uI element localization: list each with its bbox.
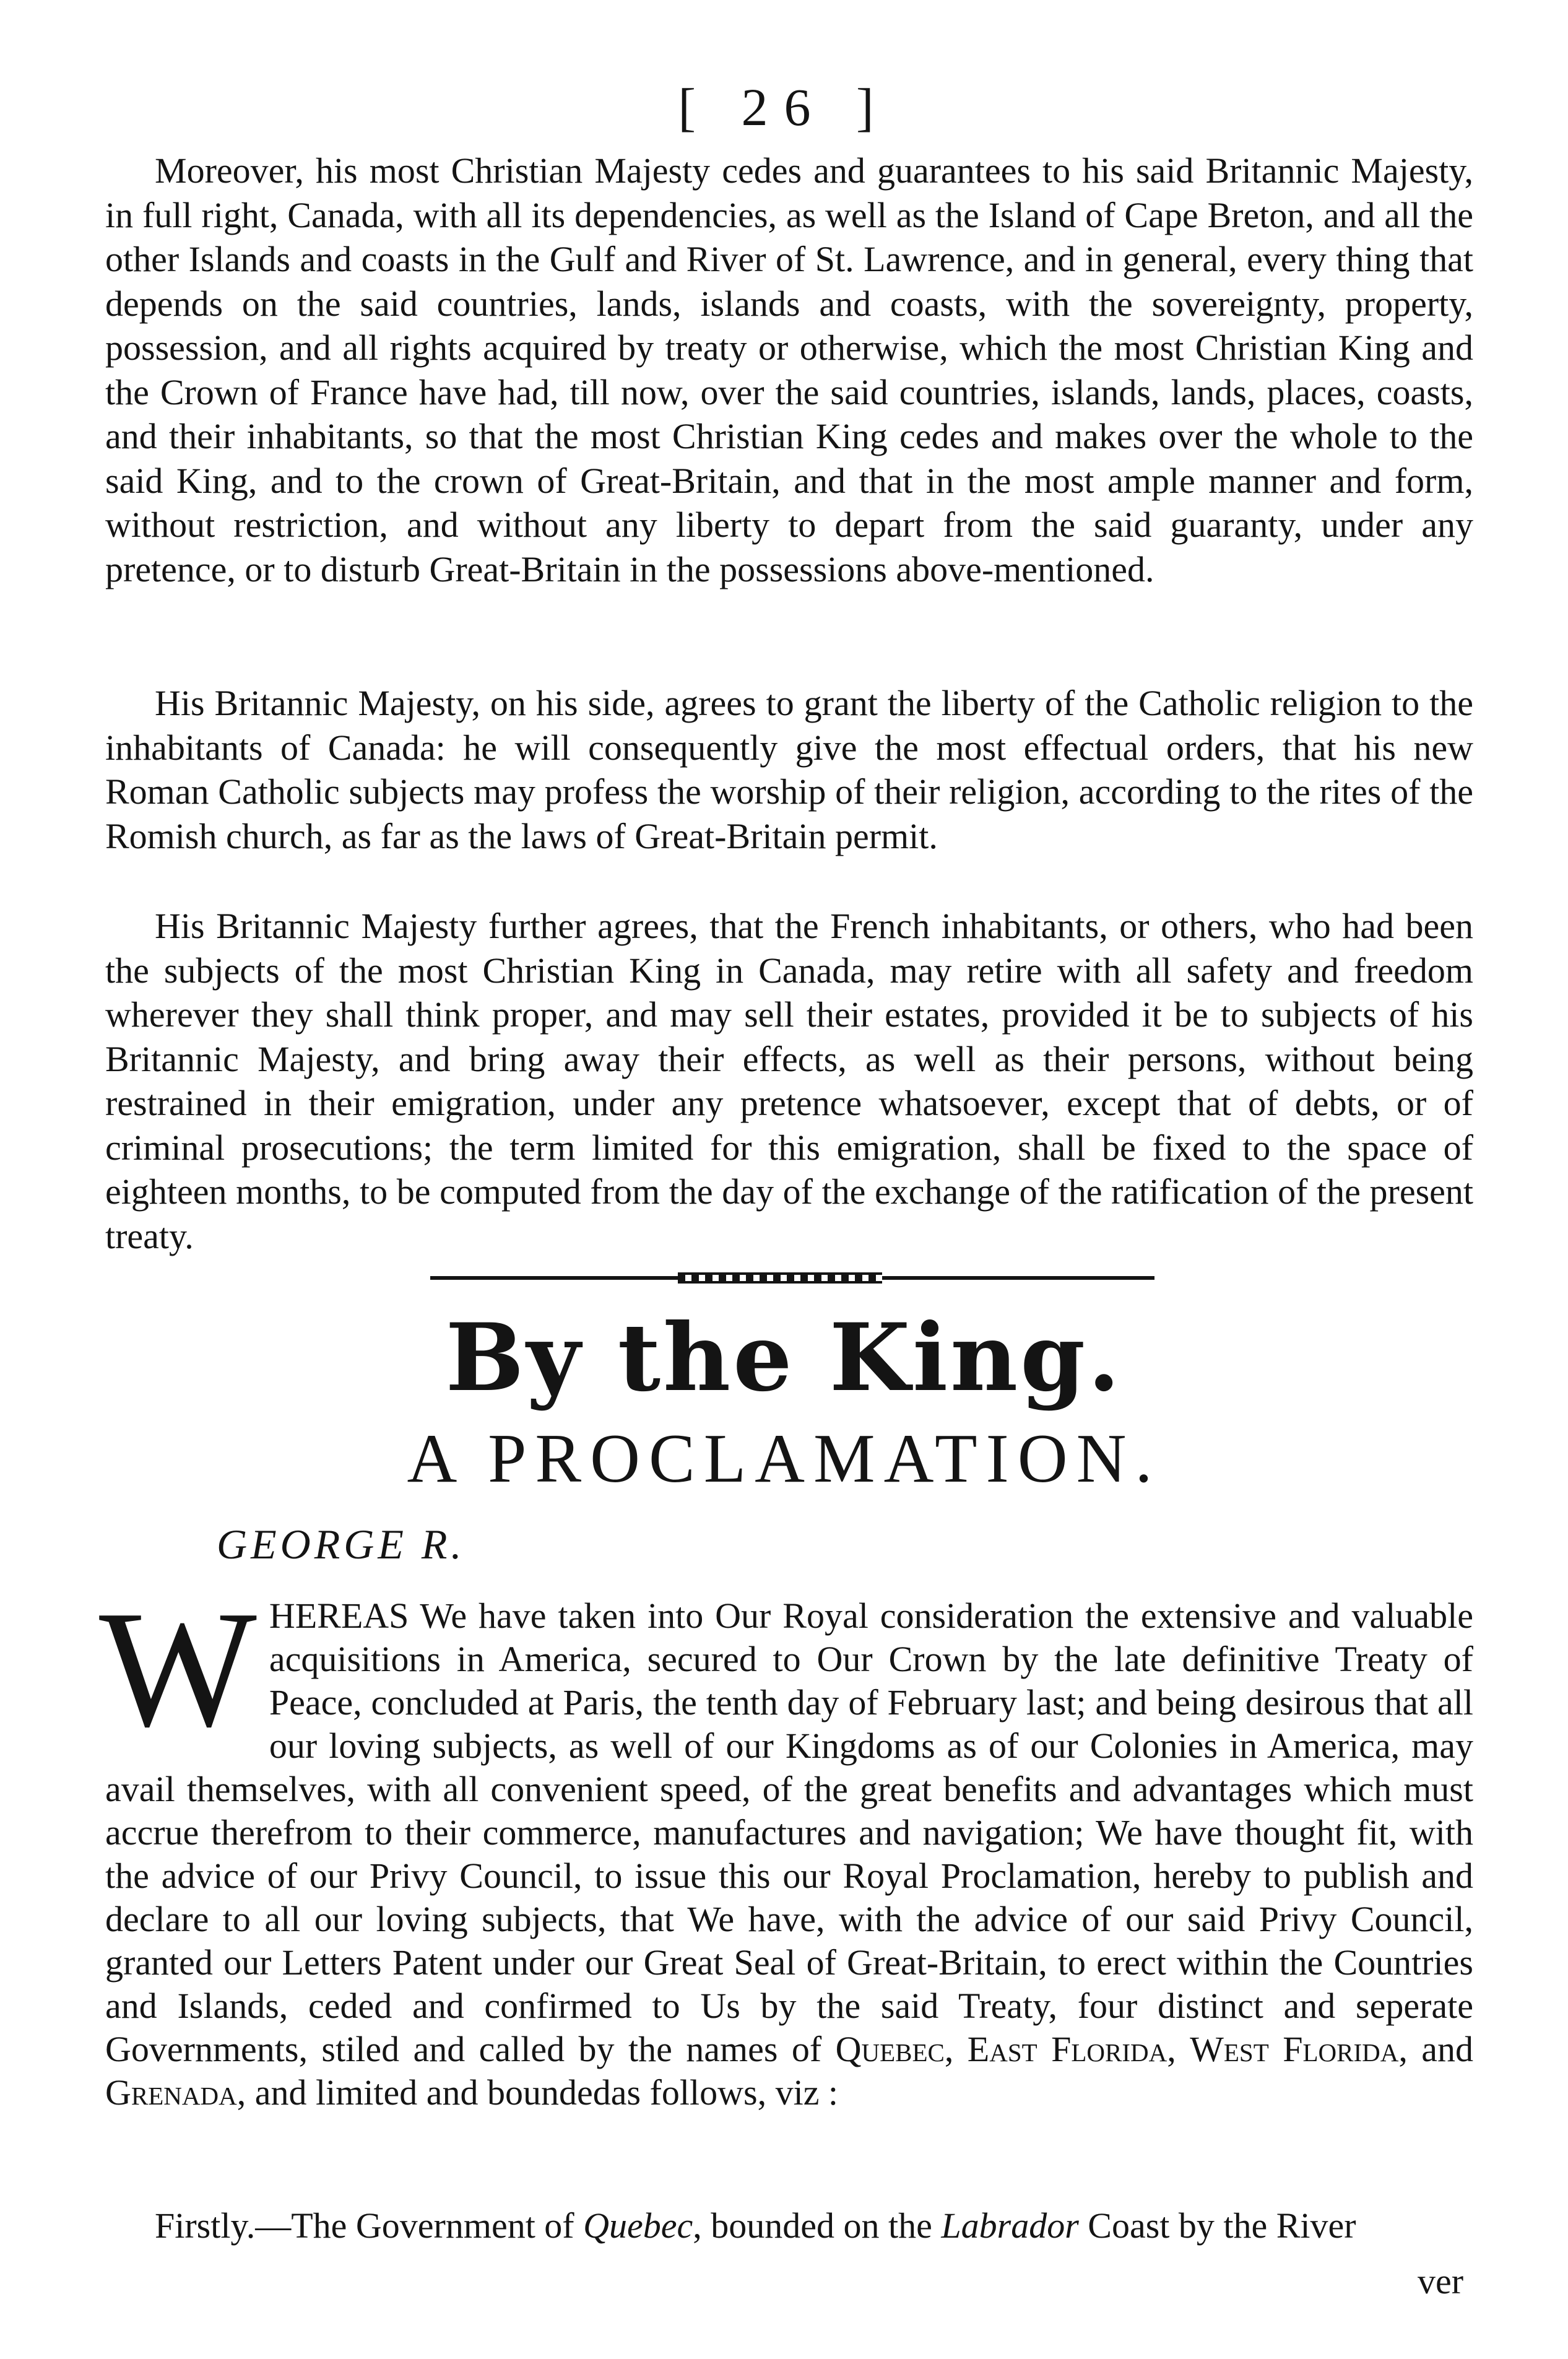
proclamation-title: A PROCLAMATION. [407, 1420, 1161, 1497]
whereas-closing: , and limited and boundedas follows, viz : [236, 2072, 839, 2113]
drop-cap-initial: W [99, 1576, 257, 1762]
catchword: ver [1418, 2261, 1464, 2301]
government-quebec: Quebec [835, 2029, 945, 2069]
treaty-paragraph-religion: His Britannic Majesty, on his side, agrees to grant the liberty of the Catholic religion to the inhabitants of Canada: he will consequently give the most effectual orders, that his new Roman Catholic subjects may profess the worship of their religion, according to the rites of the Romish church, as far as the laws of Great-Britain permit. [105, 683, 1473, 856]
treaty-paragraph-emigration: His Britannic Majesty further agrees, that the French inhabitants, or others, who had been the subjects of the most Christian King in Canada, may retire with all safety and freedom wherever they shall think proper, and may sell their estates, provided it be to subjects of his Britannic Majesty, and bring away their effects, as well as their persons, without being restrained in their emigration, under any pretence whatsoever, except that of debts, or of criminal prosecutions; the term limited for this emigration, shall be fixed to the space of eighteen months, to be computed from the day of the exchange of the ratification of the present treaty. [105, 906, 1473, 1256]
whereas-text: HEREAS We have taken into Our Royal consideration the extensive and valuable acquisitions in America, secured to Our Crown by the late definitive Treaty of Peace, concluded at Paris, the tenth day of February last; and being desirous that all our loving subjects, as well of our Kingdoms as of our Colonies in America, may avail themselves, with all convenient speed, of the great benefits and advantages which must accrue therefrom to their commerce, manufactures and navigation; We have thought fit, with the advice of our Privy Council, to issue this our Royal Proclamation, hereby to publish and declare to all our loving subjects, that We have, with the advice of our said Privy Council, granted our Letters Patent under our Great Seal of Great-Britain, to erect within the Countries and Islands, ceded and confirmed to Us by the said Treaty, four distinct and seperate Governments, stiled and called by the names of [105, 1596, 1473, 2069]
royal-signatory: GEORGE R. [217, 1521, 466, 1568]
separator: , and [1398, 2029, 1473, 2069]
separator: , [944, 2029, 968, 2069]
treaty-paragraph-cession: Moreover, his most Christian Majesty cedes and guarantees to his said Britannic Majesty, in full right, Canada, with all its dependencies, as well as the Island of Cape Breton, and all the other Islands and coasts in the Gulf and River of St. Lawrence, and in general, every thing that depends on the said countries, lands, islands and coasts, with the sovereignty, property, possession, and all rights acquired by treaty or otherwise, which the most Christian King and the Crown of France have had, till now, over the said countries, islands, lands, places, coasts, and their inhabitants, so that the most Christian King cedes and makes over the whole to the said King, and to the crown of Great-Britain, and that in the most ample manner and form, without restriction, and without any liberty to depart from the said guaranty, under any pretence, or to disturb Great-Britain in the possessions above-mentioned. [105, 150, 1473, 589]
separator: , [1167, 2029, 1190, 2069]
by-the-king-heading: By the King. [445, 1303, 1123, 1412]
ornamental-divider [430, 1272, 1154, 1282]
government-west-florida: West Florida [1190, 2029, 1399, 2069]
quebec-italic: Quebec [583, 2205, 693, 2246]
firstly-middle: , bounded on the [693, 2205, 942, 2246]
firstly-paragraph [105, 2204, 1473, 2248]
firstly-tail: Coast by the River [1078, 2205, 1356, 2246]
page-number: [ 26 ] [678, 77, 890, 137]
firstly-lead: Firstly.—The Government of [155, 2205, 584, 2246]
divider-ornament [678, 1272, 882, 1284]
whereas-paragraph [99, 1576, 1473, 2114]
labrador-italic: Labrador [941, 2205, 1079, 2246]
government-grenada: Grenada [105, 2072, 237, 2113]
government-east-florida: East Florida [967, 2029, 1167, 2069]
